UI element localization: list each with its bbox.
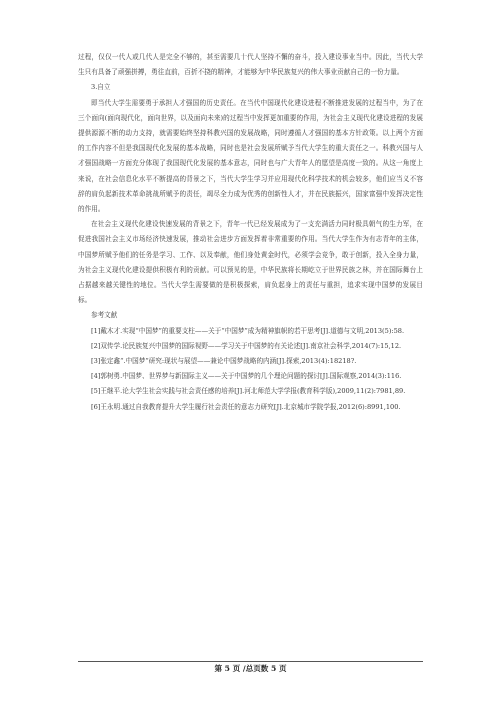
footer-divider [78,661,423,662]
page-number: 第 5 页 /总页数 5 页 [214,664,287,673]
section-heading: 3.自立 [91,83,111,92]
reference-item: [3]张定鑫“.中国梦”研究:现状与展望——兼论中国梦战略的内涵[J].探索,2013(4):18218?. [91,357,357,366]
body-paragraph: 即当代大学生需要勇于承担人才强国的历史责任。在当代中国现代化建设进程不断推进发展的过程当中，为了在三个面向(面向现代化，面向世界，以及面向未来)的过程当中发挥更加重要的作用，为社会主义现代化建设进程的发展提供源源不断的动力支持，就需要始终坚持科教兴国的发展战略，同时遵循人才强国的基本方针政策。以上两个方面的工作内容不但是我国现代化发展的基本战略，同时也是社会发展所赋予当代大学生的重大责任之一。科教兴国与人才强国战略一方面充分体现了我国现代化发展的基本意志，同时也与广大青年人的愿望是高度一致的。从这一角度上来说，在社会信息化水平不断提高的背景之下，当代大学生学习并应用现代化科学技术的机会较多，他们应当义不容辞的肩负起新技术革命挑战所赋予的责任，竭尽全力成为优秀的创新性人才，并在民族振兴，国家富强中发挥决定性的作用。 [78,98,423,214]
reference-item: [6]王永明.通过自我教育提升大学生履行社会责任的意志力研究[J].北京城市学院学报,2012(6):8991,100. [91,402,401,411]
reference-item: [4]郭树勇.中国梦、世界梦与新国际主义——关于中国梦的几个理论问题的探讨[J].国际观察,2014(3):116. [91,372,402,381]
document-body [78,50,423,415]
reference-item: [2]双传学.论民族复兴中国梦的国际视野——学习关于中国梦的有关论述[J].南京社会科学,2014(7):15,12. [91,341,402,350]
reference-item: [1]戴木才.实现“中国梦”的重要支柱——关于“中国梦”成为精神旗帜的若干思考[J].道德与文明,2013(5):58. [91,326,405,335]
body-paragraph: 在社会主义现代化建设快速发展的背景之下，青年一代已经发展成为了一支充满活力同时极具朝气的生力军，在促进我国社会主义市场经济快速发展，推动社会进步方面发挥着非常重要的作用。当代大学生作为有志青年的主体，中国梦所赋予他们的任务是学习、工作、以及奉献，他们身处黄金时代，必须学会竞争，敢于创新，投入全身力量，为社会主义现代化建设提供积极有利的贡献。可以预见的是，中华民族将长期屹立于世界民族之林，并在国际舞台上占据越来越关键性的地位。当代大学生需要做的是积极探索，肩负起身上的责任与重担，追求实现中国梦的发展目标。 [78,220,423,305]
reference-list [78,324,423,415]
reference-item: [5]王继平.论大学生社会实践与社会责任感的培养[J].河北师范大学学报(教育科学版),2009,11(2):7981,89. [91,387,406,396]
intro-paragraph: 过程，仅仅一代人或几代人是完全不够的，甚至需要几十代人坚持不懈的奋斗，投入建设事业当中。因此，当代大学生只有具备了顽强拼搏，勇往直前，百折不挠的精神，才能够为中华民族复兴的伟大事业贡献自己的一份力量。 [78,53,423,77]
references-title: 参考文献 [91,311,118,320]
